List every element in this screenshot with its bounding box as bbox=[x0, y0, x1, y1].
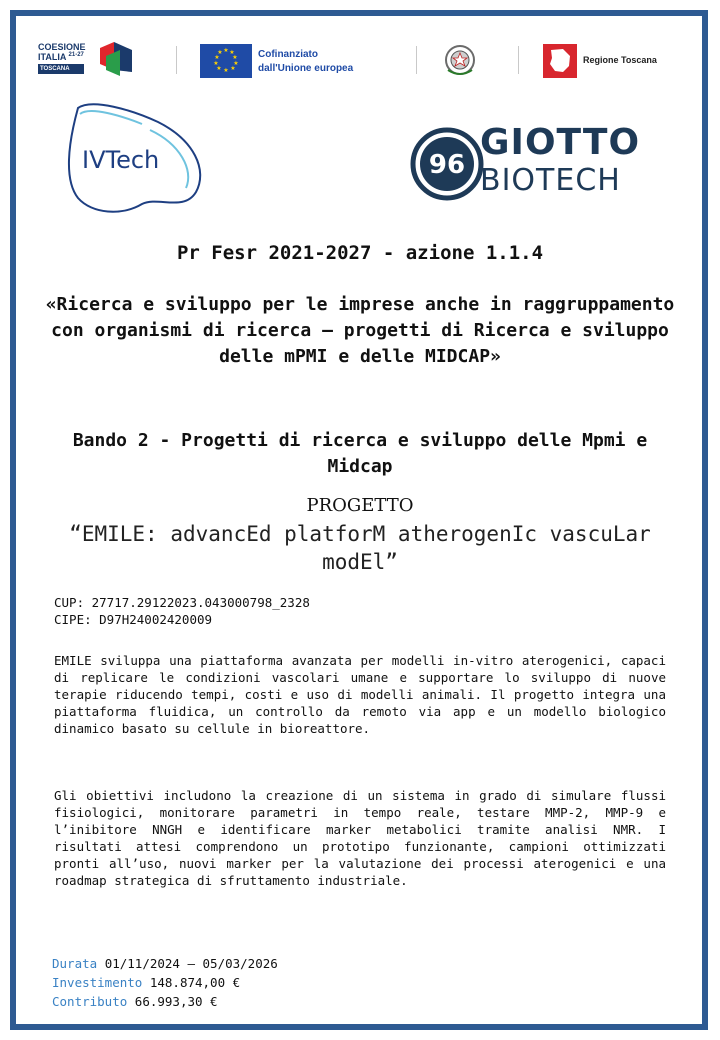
investimento-value: 148.874,00 € bbox=[149, 975, 241, 990]
biotech-name: BIOTECH bbox=[480, 163, 621, 198]
project-info bbox=[52, 954, 278, 1011]
description-paragraph-2: Gli obiettivi includono la creazione di un sistema in grado di simulare flussi fisiologici, monitorare parametri in tempo reale, testare MMP-2, MMP-9 e l’inibitore NNGH e identificare marker metabolici tramite analisi NMR. I risultati attesi comprendono un prototipo funzionante, campioni ottimizzati pronti all’uso, nuovi marker per la valutazione dei processi aterogenici e una roadmap strategica di sfruttamento industriale. bbox=[54, 788, 666, 888]
svg-text:IVTech: IVTech bbox=[82, 146, 160, 174]
svg-text:★: ★ bbox=[233, 60, 239, 67]
svg-text:★: ★ bbox=[223, 67, 229, 74]
coesione-mark-icon bbox=[96, 42, 136, 76]
eu-logo bbox=[200, 44, 380, 78]
call-title: «Ricerca e sviluppo per le imprese anche in raggruppamento con organismi di ricerca – progetti di Ricerca e sviluppo delle mPMI e delle MIDCAP» bbox=[45, 294, 675, 367]
cipe-code: CIPE: D97H24002420009 bbox=[54, 612, 213, 627]
contributo-value: 66.993,30 € bbox=[134, 994, 218, 1009]
logo-divider bbox=[518, 46, 519, 74]
coesione-line1: COESIONE bbox=[38, 42, 86, 52]
svg-text:★: ★ bbox=[230, 65, 236, 72]
italian-republic-emblem-icon bbox=[442, 42, 478, 80]
project-codes bbox=[54, 594, 310, 628]
investimento-label: Investimento bbox=[52, 975, 143, 990]
logo-divider bbox=[176, 46, 177, 74]
description-paragraph-1: EMILE sviluppa una piattaforma avanzata per modelli in-vitro aterogenici, capaci di replicare le condizioni vascolari umane e supportare lo sviluppo di nuove terapie riducendo tempi, costi e uso di modelli animali. Il progetto integra una piattaforma fluidica, un controllo da remoto via app e un modello biologico dinamico basato su cellule in bioreattore. bbox=[54, 653, 666, 736]
eu-line2: dall'Unione europea bbox=[258, 63, 354, 74]
investimento-row bbox=[52, 973, 278, 992]
toscana-map-icon bbox=[543, 44, 577, 78]
coesione-italia-logo bbox=[38, 42, 138, 82]
svg-text:★: ★ bbox=[213, 60, 219, 67]
durata-label: Durata bbox=[52, 956, 98, 971]
giotto-name: GIOTTO bbox=[480, 122, 641, 163]
coesione-region: TOSCANA bbox=[38, 64, 84, 74]
toscana-label: Regione Toscana bbox=[583, 55, 657, 65]
ivtech-logo bbox=[62, 100, 212, 218]
regione-toscana-logo bbox=[543, 44, 673, 78]
contributo-label: Contributo bbox=[52, 994, 128, 1009]
eu-flag-icon bbox=[200, 44, 252, 78]
svg-text:★: ★ bbox=[217, 49, 223, 56]
bando-title: Bando 2 - Progetti di ricerca e sviluppo delle Mpmi e Midcap bbox=[72, 430, 648, 477]
svg-text:★: ★ bbox=[229, 49, 235, 56]
svg-text:★: ★ bbox=[232, 54, 238, 61]
sponsor-logo-row bbox=[0, 42, 720, 82]
logo-divider bbox=[416, 46, 417, 74]
eu-line1: Cofinanziato bbox=[258, 49, 318, 60]
svg-text:96: 96 bbox=[428, 150, 466, 180]
svg-text:★: ★ bbox=[223, 47, 229, 54]
durata-value: 01/11/2024 – 05/03/2026 bbox=[104, 956, 278, 971]
coesione-line2: ITALIA $^{21-27}$ bbox=[38, 52, 84, 62]
program-heading: Pr Fesr 2021-2027 - azione 1.1.4 bbox=[176, 242, 544, 264]
project-title: “EMILE: advancEd platforM atherogenIc vascuLar modEl” bbox=[69, 522, 651, 574]
cup-code: CUP: 27717.29122023.043000798_2328 bbox=[54, 595, 310, 610]
durata-row bbox=[52, 954, 278, 973]
svg-text:★: ★ bbox=[216, 65, 222, 72]
svg-text:★: ★ bbox=[214, 54, 220, 61]
project-label: PROGETTO bbox=[306, 495, 414, 516]
giotto-circle-icon bbox=[410, 127, 484, 201]
giotto-biotech-logo bbox=[400, 122, 641, 205]
contributo-row bbox=[52, 992, 278, 1011]
